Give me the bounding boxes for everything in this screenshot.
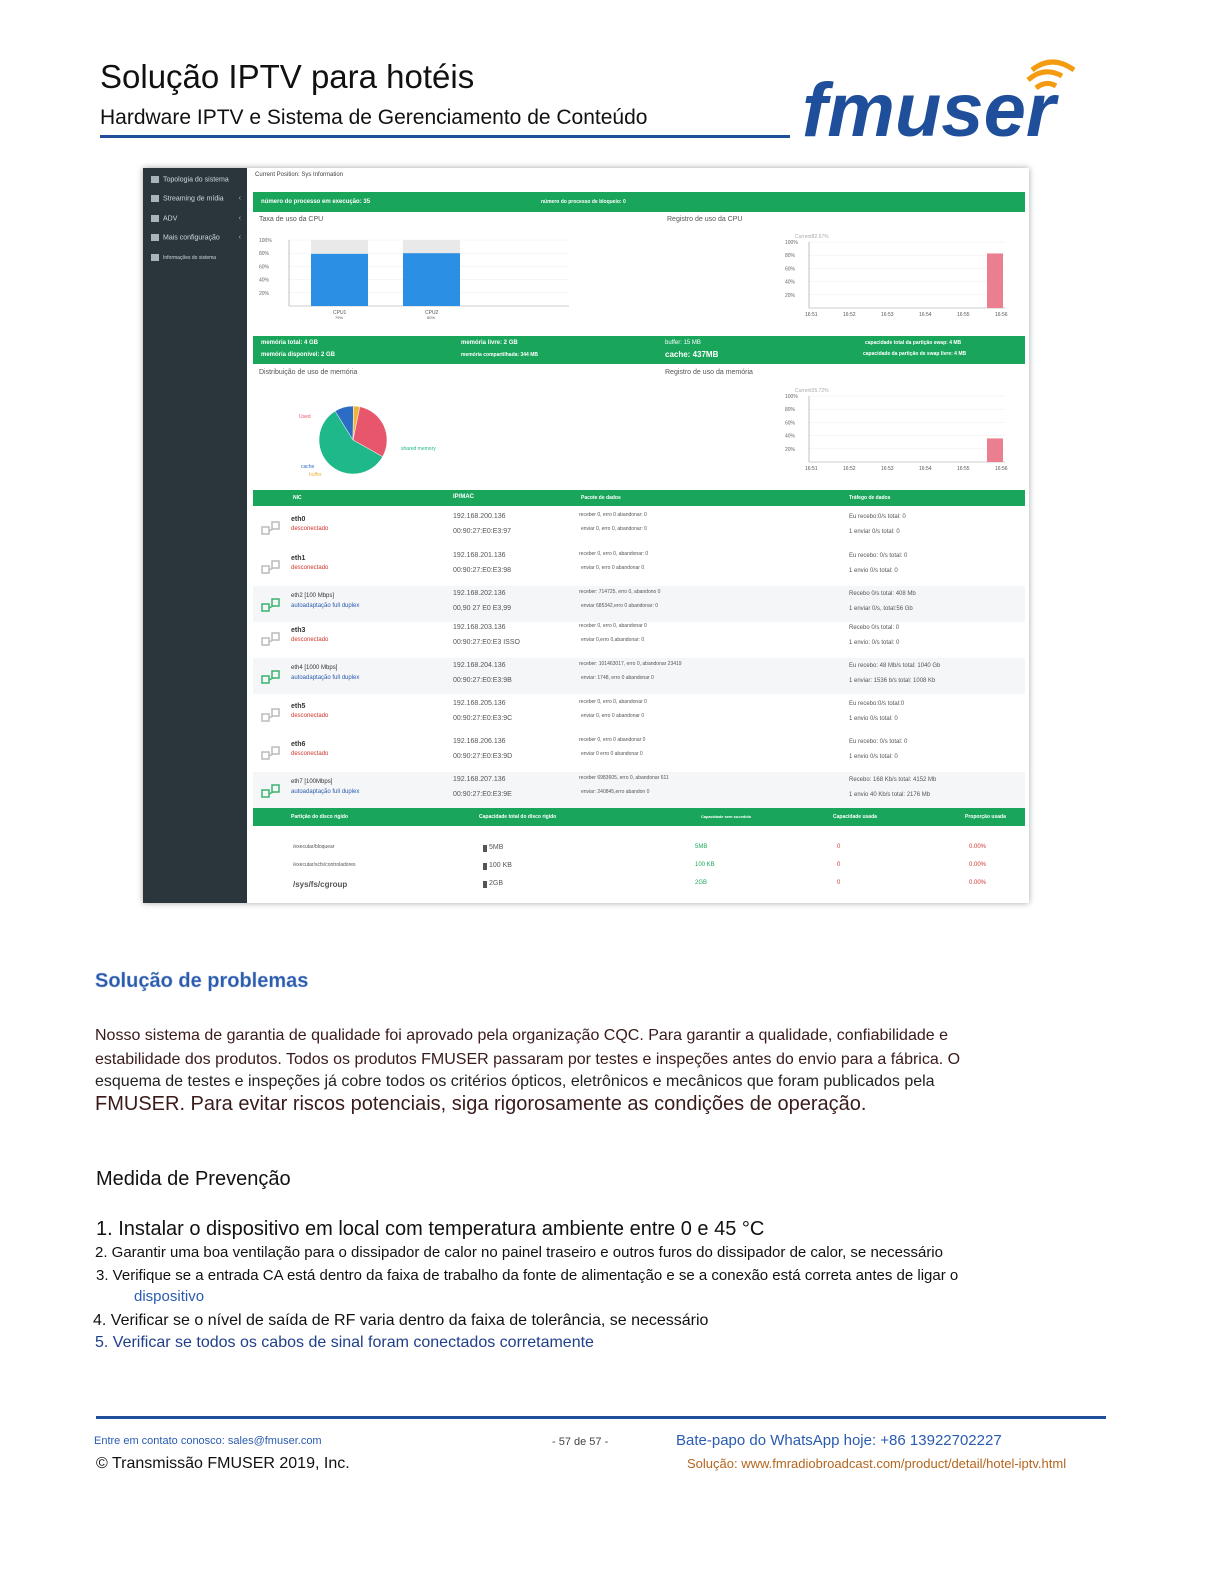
packets-received: receber 6983605, erro 0, abandonar 611 [579,775,669,781]
disk-path: /sys/fs/cgroup [293,880,348,889]
memory-bar: memória total: 4 GB memória disponível: 2 GB memória livre: 2 GB memória compartilhada: 344 MB buffer: 15 MB cache: 437MB capacidade total da partição swap: 4 MB capacidade da partição de swap livre: 4 MB [253,336,1025,364]
x-tick-label: 16:56 [995,312,1008,318]
memory-log-chart [785,388,1008,472]
interface-ip: 192.168.203.136 [453,624,506,631]
monitor-icon [151,254,159,261]
packets-received: receber: 101463017, erro 0, abandonar 23419 [579,661,682,667]
cpu-bar-label: CPU1 [333,310,347,316]
disk-icon [483,845,487,852]
y-tick-label: 20% [785,292,796,299]
prevention-item: 5. Verificar se todos os cabos de sinal foram conectados corretamente [95,1334,594,1351]
pie-label-cache: cache [301,464,315,470]
y-tick-label: 80% [785,407,796,414]
prevention-item: 2. Garantir uma boa ventilação para o dissipador de calor no painel traseiro e outros furos do dissipador de calor, se necessário [95,1244,943,1261]
usage-bar [987,438,1003,462]
traffic-sent: 1 envio 0/s total: 0 [849,568,898,574]
traffic-sent: 1 envio: 0/s total: 0 [849,640,900,646]
packets-sent: enviar 0, erro 0 abandonar 0 [581,565,645,571]
paragraph-line: Nosso sistema de garantia de qualidade foi aprovado pela organização CQC. Para garantir a qualidade, confiabilidade e [95,1027,948,1044]
y-tick-label: 80% [259,251,270,258]
interface-status: autoadaptação full duplex [291,789,360,795]
y-tick-label: 40% [785,433,796,440]
sidebar-item-topology[interactable]: Topologia do sistema [151,176,229,183]
network-disconnected-icon [261,708,281,724]
cpu-bar [311,254,368,306]
y-tick-label: 80% [785,253,796,260]
cpu-bar-value: 79% [335,315,344,320]
network-disconnected-icon [261,746,281,762]
pie-label-shared: shared memory [401,446,436,452]
packets-sent: enviar 0, erro 0, abandonar: 0 [581,526,647,532]
interface-name: eth3 [291,627,306,634]
memory-distribution-title: Distribuição de uso de memória [259,369,358,376]
disk-ratio: 0.00% [969,862,987,868]
y-tick-label: 60% [259,264,270,271]
interface-mac: 00:90:27:E0:E3 ISSO [453,639,520,646]
cpu-bar-label: CPU2 [425,310,439,316]
traffic-received: Eu recebo: 0/s total: 0 [849,739,908,745]
sidebar-item-more-config[interactable]: Mais configuração [151,234,220,241]
interface-ip: 192.168.202.136 [453,590,506,597]
interface-ip: 192.168.204.136 [453,662,506,669]
interface-status: autoadaptação full duplex [291,675,360,681]
traffic-received: Recebo 0/s total: 0 [849,625,900,631]
memory-pie-chart [299,406,436,478]
prevention-item: 3. Verifique se a entrada CA está dentro da faixa de trabalho da fonte de alimentação e se a conexão está correta antes de ligar o [96,1267,959,1284]
prevention-item: 1. Instalar o dispositivo em local com temperatura ambiente entre 0 e 45 °C [96,1218,765,1240]
disk-ratio: 0.00% [969,844,987,850]
pie-label-buffer: buffer [309,472,322,478]
memory-log-title: Registro de uso da memória [665,369,753,376]
traffic-received: Eu recebo: 48 Mb/s total: 1040 Gb [849,663,941,669]
disk-available: 2GB [695,880,708,886]
x-tick-label: 16:51 [805,312,818,318]
interface-ip: 192.168.205.136 [453,700,506,707]
prevention-title: Medida de Prevenção [96,1168,291,1190]
sidebar-item-streaming[interactable]: Streaming de mídia [151,195,224,202]
interface-name: eth1 [291,555,306,562]
page-number: - 57 de 57 - [552,1436,609,1448]
chevron-left-icon: ‹ [238,195,241,202]
tv-icon [151,215,159,222]
traffic-sent: 1 envio 0/s total: 0 [849,716,898,722]
page-subtitle: Hardware IPTV e Sistema de Gerenciamento de Conteúdo [100,106,648,129]
disk-used: 0 [837,862,841,868]
disk-table-header: Partição do disco rígido Capacidade total do disco rígido Capacidade sem sucedido Capacidade usada Proporção usada [253,808,1025,826]
disk-icon [483,881,487,888]
current-value-label: Current35.72% [795,388,829,394]
process-bar: número do processo em execução: 35 número do processo de bloqueio: 0 [253,192,1025,212]
packets-received: receber 0, erro 0 abandonar 0 [579,737,646,743]
interface-status: desconectado [291,751,329,757]
disk-total: 100 KB [489,862,512,869]
y-tick-label: 20% [259,290,270,297]
disk-used: 0 [837,844,841,850]
x-tick-label: 16:55 [957,312,970,318]
traffic-received: Recebo: 168 Kb/s total: 4152 Mb [849,777,937,783]
usage-bar [987,253,1003,308]
x-tick-label: 16:53 [881,312,894,318]
traffic-sent: 1 enviar 0/s total: 0 [849,529,900,535]
x-tick-label: 16:52 [843,312,856,318]
interface-name: eth4 [1000 Mbps] [291,665,338,671]
system-info-screenshot [143,168,1029,903]
sidebar-item-sys-info[interactable]: Informações do sistema [151,254,216,261]
packets-received: receber: 714725, erro 0, abandono 0 [579,589,661,595]
network-connected-icon [261,598,281,614]
prevention-item-continuation: dispositivo [134,1288,205,1305]
packets-received: receber 0, erro 0, abandonar: 0 [579,551,649,557]
traffic-sent: 1 envio 0/s total: 0 [849,754,898,760]
fmuser-logo [800,58,1100,150]
network-disconnected-icon [261,632,281,648]
traffic-received: Eu recebo:0/s total: 0 [849,514,906,520]
interface-status: autoadaptação full duplex [291,603,360,609]
disk-path: /executar/bloquear [293,844,335,850]
interface-mac: 00,90 27 E0 E3,99 [453,605,511,612]
x-tick-label: 16:54 [919,312,932,318]
x-tick-label: 16:53 [881,466,894,472]
film-icon [151,195,159,202]
packets-sent: enviar: 240845,erro abandon 0 [581,789,650,795]
network-connected-icon [261,670,281,686]
interface-status: desconectado [291,637,329,643]
disk-path: /executar/scfs/controladores [293,862,356,868]
network-disconnected-icon [261,560,281,576]
interface-ip: 192.168.200.136 [453,513,506,520]
y-tick-label: 20% [785,446,796,453]
footer-whatsapp[interactable]: Bate-papo do WhatsApp hoje: +86 13922702227 [676,1432,1002,1449]
copyright-icon: © [96,1455,108,1472]
interface-ip: 192.168.207.136 [453,776,506,783]
x-tick-label: 16:51 [805,466,818,472]
interface-mac: 00:90:27:E0:E3:9C [453,715,513,722]
paragraph-line: FMUSER. Para evitar riscos potenciais, siga rigorosamente as condições de operação. [95,1093,867,1115]
interface-status: desconectado [291,713,329,719]
disk-total: 5MB [489,844,504,851]
chevron-left-icon: ‹ [238,215,241,222]
prevention-item: 4. Verificar se o nível de saída de RF varia dentro da faixa de tolerância, se necessário [93,1312,709,1329]
interface-mac: 00:90:27:E0:E3:98 [453,567,511,574]
packets-sent: enviar 685342,erro 0 abandonar: 0 [581,603,659,609]
interface-name: eth0 [291,516,306,523]
interface-name: eth2 [100 Mbps] [291,593,335,599]
sidebar-item-adv[interactable]: ADV [151,215,177,222]
packets-received: receber 0, erro 0 abandonar: 0 [579,512,647,518]
packets-received: receber 0, erro 0, abandonar 0 [579,623,647,629]
interface-name: eth5 [291,703,306,710]
chevron-left-icon: ‹ [238,234,241,241]
sidebar [143,168,247,903]
memory-charts [253,380,1025,490]
x-tick-label: 16:54 [919,466,932,472]
home-icon [151,176,159,183]
cpu-bar-chart [259,238,569,320]
traffic-received: Recebo 0/s total: 408 Mb [849,591,916,597]
gear-icon [151,234,159,241]
disk-available: 5MB [695,844,708,850]
interface-status: desconectado [291,526,329,532]
cpu-log-chart [785,234,1008,318]
traffic-received: Eu recebo:0/s total:0 [849,701,905,707]
packets-sent: enviar 0 erro 0 abandonar 0 [581,751,643,757]
x-tick-label: 16:52 [843,466,856,472]
y-tick-label: 40% [259,277,270,284]
paragraph-line: estabilidade dos produtos. Todos os produtos FMUSER passaram por testes e inspeções antes do envio para a fábrica. O [95,1051,961,1068]
packets-sent: enviar: 1748, erro 0 abandonar 0 [581,675,654,681]
current-value-label: Current82.67% [795,234,829,240]
y-tick-label: 40% [785,279,796,286]
traffic-sent: 1 enviar 0/s, total:56 Gb [849,606,913,612]
interface-mac: 00:90:27:E0:E3:9E [453,791,512,798]
interface-mac: 00:90:27:E0:E3:9B [453,677,512,684]
interface-name: eth7 [100Mbps] [291,779,333,785]
network-disconnected-icon [261,521,281,537]
y-tick-label: 60% [785,266,796,273]
interface-mac: 00:90:27:E0:E3:97 [453,528,511,535]
disk-total: 2GB [489,880,504,887]
y-tick-label: 100% [785,240,798,246]
cpu-bar [403,253,460,306]
disk-ratio: 0.00% [969,880,987,886]
packets-sent: enviar 0, erro 0 abandonar 0 [581,713,645,719]
packets-received: receber 0, erro 0, abandonar 0 [579,699,647,705]
cpu-bar-value: 80% [427,315,436,320]
y-tick-label: 100% [259,238,272,244]
disk-used: 0 [837,880,841,886]
traffic-received: Eu recebo: 0/s total: 0 [849,553,908,559]
paragraph-line: esquema de testes e inspeções já cobre todos os critérios ópticos, eletrônicos e mecânicos que foram publicados pela [95,1073,935,1090]
section-title: Solução de problemas [95,970,309,992]
footer-solution-link[interactable]: Solução: www.fmradiobroadcast.com/product/detail/hotel-iptv.html [687,1456,1067,1471]
interface-ip: 192.168.201.136 [453,552,506,559]
breadcrumb: Current Position: Sys Information [255,172,344,178]
cpu-usage-title: Taxa de uso da CPU [259,216,324,223]
header-divider [100,135,790,138]
page-title: Solução IPTV para hotéis [100,58,475,95]
footer-contact[interactable]: Entre em contato conosco: sales@fmuser.com [94,1435,322,1447]
logo-text: fmuser [802,68,1056,150]
y-tick-label: 60% [785,420,796,427]
cpu-log-title: Registro de uso da CPU [667,216,743,223]
interface-ip: 192.168.206.136 [453,738,506,745]
network-table-header: NIC IP/MAC Pacote de dados Tráfego de dados [253,490,1025,506]
pie-label-used: Used [299,414,311,420]
cpu-charts [253,228,1025,338]
y-tick-label: 100% [785,394,798,400]
footer-divider [96,1416,1106,1419]
interface-name: eth6 [291,741,306,748]
footer-copyright: © Transmissão FMUSER 2019, Inc. [96,1455,350,1472]
disk-icon [483,863,487,870]
x-tick-label: 16:55 [957,466,970,472]
interface-status: desconectado [291,565,329,571]
packets-sent: enviar 0,erro 0,abandonar: 0 [581,637,645,643]
network-connected-icon [261,784,281,800]
x-tick-label: 16:56 [995,466,1008,472]
interface-mac: 00:90:27:E0:E3:9D [453,753,513,760]
disk-available: 100 KB [695,862,715,868]
traffic-sent: 1 enviar: 1536 b/s total: 1008 Kb [849,678,936,684]
traffic-sent: 1 envio 40 Kb/s total: 2176 Mb [849,792,931,798]
